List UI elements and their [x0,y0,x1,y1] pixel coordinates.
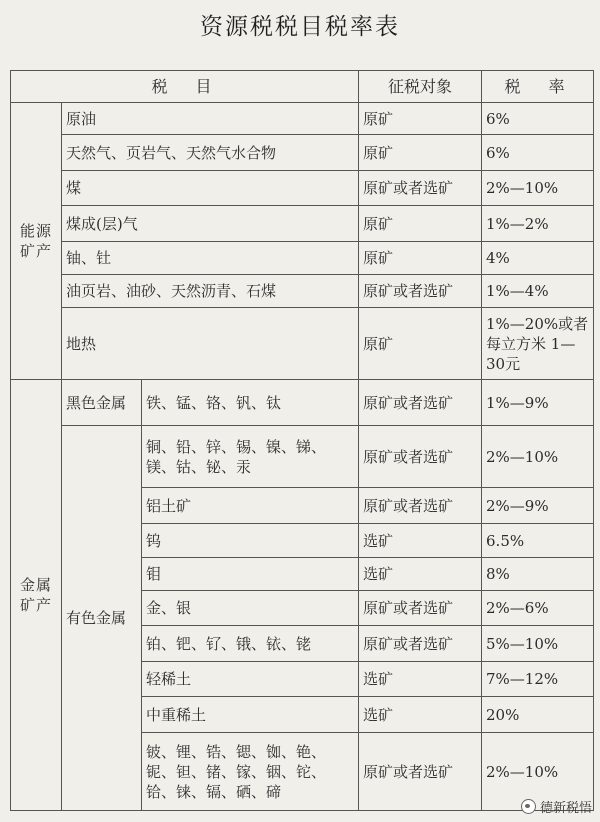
rate-cell: 2%—9% [482,488,594,524]
item-cell: 钨 [142,524,359,558]
rate-cell: 2%—10% [482,426,594,488]
item-cell: 地热 [62,308,359,380]
category-energy: 能源矿产 [11,103,62,380]
object-cell: 原矿或者选矿 [359,275,482,308]
object-cell: 选矿 [359,697,482,733]
rate-cell: 6% [482,135,594,171]
item-cell: 轻稀土 [142,662,359,697]
object-cell: 原矿或者选矿 [359,488,482,524]
rate-cell: 1%—4% [482,275,594,308]
item-cell: 钼 [142,558,359,591]
rate-cell: 6% [482,103,594,135]
table-row [11,380,594,426]
rate-cell: 4% [482,242,594,275]
rate-cell: 5%—10% [482,626,594,662]
item-cell: 铂、钯、钌、锇、铱、铑 [142,626,359,662]
table-row [11,206,594,242]
object-cell: 原矿或者选矿 [359,380,482,426]
subcategory-ferrous: 黑色金属 [62,380,142,426]
object-cell: 原矿 [359,242,482,275]
tax-rate-table [10,70,594,811]
table-row [11,103,594,135]
watermark [521,797,592,816]
item-cell: 煤 [62,171,359,206]
item-cell: 铁、锰、铬、钒、钛 [142,380,359,426]
rate-cell: 2%—10% [482,171,594,206]
subcategory-nonferrous: 有色金属 [62,426,142,811]
rate-cell: 7%—12% [482,662,594,697]
object-cell: 选矿 [359,662,482,697]
object-cell: 原矿 [359,308,482,380]
object-cell: 原矿或者选矿 [359,733,482,811]
item-cell: 油页岩、油砂、天然沥青、石煤 [62,275,359,308]
header-rate: 税 率 [482,71,594,103]
item-cell: 煤成(层)气 [62,206,359,242]
object-cell: 原矿或者选矿 [359,426,482,488]
object-cell: 原矿 [359,103,482,135]
object-cell: 原矿或者选矿 [359,171,482,206]
table-row [11,426,594,488]
table-row [11,275,594,308]
table-row [11,242,594,275]
wechat-icon [521,799,536,814]
table-row [11,308,594,380]
rate-cell: 1%—2% [482,206,594,242]
item-cell: 原油 [62,103,359,135]
object-cell: 选矿 [359,558,482,591]
object-cell: 选矿 [359,524,482,558]
header-item: 税 目 [11,71,359,103]
table-header-row [11,71,594,103]
page-title: 资源税税目税率表 [200,14,400,40]
rate-cell: 1%—9% [482,380,594,426]
item-cell: 铜、铅、锌、锡、镍、锑、镁、钴、铋、汞 [142,426,359,488]
item-cell: 铍、锂、锆、锶、铷、铯、铌、钽、锗、镓、铟、铊、铪、铼、镉、硒、碲 [142,733,359,811]
object-cell: 原矿 [359,135,482,171]
header-object: 征税对象 [359,71,482,103]
item-cell: 铝土矿 [142,488,359,524]
rate-cell: 2%—6% [482,591,594,626]
rate-cell: 8% [482,558,594,591]
object-cell: 原矿 [359,206,482,242]
rate-cell: 1%—20%或者每立方米 1—30元 [482,308,594,380]
item-cell: 天然气、页岩气、天然气水合物 [62,135,359,171]
table-row [11,171,594,206]
object-cell: 原矿或者选矿 [359,626,482,662]
rate-cell: 2%—10% [482,733,594,811]
object-cell: 原矿或者选矿 [359,591,482,626]
rate-cell: 20% [482,697,594,733]
table-row [11,135,594,171]
rate-cell: 6.5% [482,524,594,558]
category-metal: 金属矿产 [11,380,62,811]
item-cell: 金、银 [142,591,359,626]
item-cell: 铀、钍 [62,242,359,275]
watermark-label: 德新税悟 [539,801,592,816]
item-cell: 中重稀土 [142,697,359,733]
